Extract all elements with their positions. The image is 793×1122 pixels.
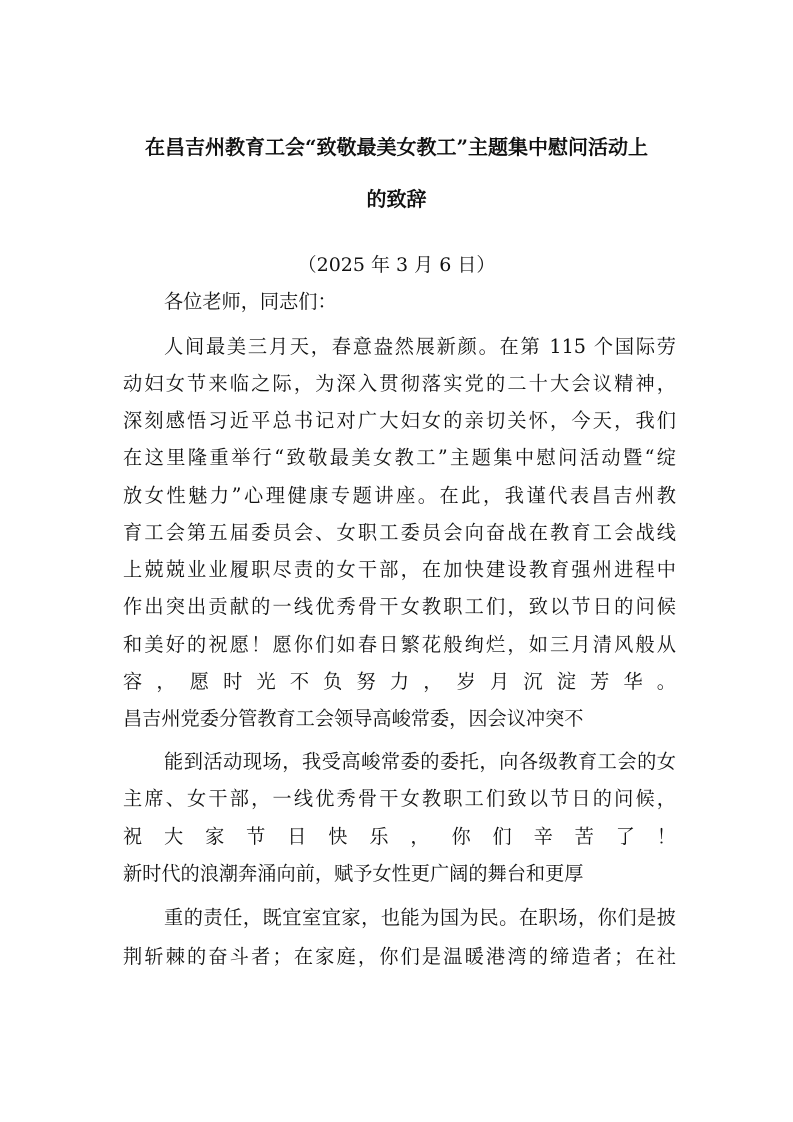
body-line: 容，愿时光不负努力，岁月沉淀芳华。 — [123, 670, 676, 693]
body-line: 和美好的祝愿！愿你们如春日繁花般绚烂，如三月清风般从 — [123, 633, 676, 656]
body-line: 上兢兢业业履职尽责的女干部，在加快建设教育强州进程中 — [123, 558, 676, 581]
body-line: 在这里隆重举行“致敬最美女教工”主题集中慰问活动暨“绽 — [123, 446, 676, 469]
body-line: 育工会第五届委员会、女职工委员会向奋战在教育工会战线 — [123, 521, 676, 544]
document-title-line-2: 的致辞 — [366, 187, 427, 211]
body-line: 深刻感悟习近平总书记对广大妇女的亲切关怀，今天，我们 — [123, 409, 676, 432]
document-title-line-1: 在昌吉州教育工会“致敬最美女教工”主题集中慰问活动上 — [144, 135, 648, 159]
body-line: 动妇女节来临之际，为深入贯彻落实党的二十大会议精神， — [123, 372, 676, 395]
document-date: （2025 年 3 月 6 日） — [297, 254, 496, 276]
body-line: 昌吉州党委分管教育工会领导高峻常委，因会议冲突不 — [123, 707, 584, 730]
body-line: 放女性魅力”心理健康专题讲座。在此，我谨代表昌吉州教 — [123, 484, 676, 507]
salutation: 各位老师，同志们： — [164, 290, 337, 313]
body-line: 能到活动现场，我受高峻常委的委托，向各级教育工会的女 — [164, 750, 676, 773]
body-line: 人间最美三月天，春意盎然展新颜。在第 115 个国际劳 — [164, 335, 676, 358]
body-line: 新时代的浪潮奔涌向前，赋予女性更广阔的舞台和更厚 — [123, 862, 584, 885]
body-line: 荆斩棘的奋斗者；在家庭，你们是温暖港湾的缔造者；在社 — [123, 945, 676, 968]
body-line: 祝大家节日快乐，你们辛苦了！ — [123, 825, 676, 848]
body-line: 作出突出贡献的一线优秀骨干女教职工们，致以节日的问候 — [123, 595, 676, 618]
body-line: 主席、女干部，一线优秀骨干女教职工们致以节日的问候， — [123, 787, 676, 810]
body-line: 重的责任，既宜室宜家，也能为国为民。在职场，你们是披 — [164, 906, 676, 929]
